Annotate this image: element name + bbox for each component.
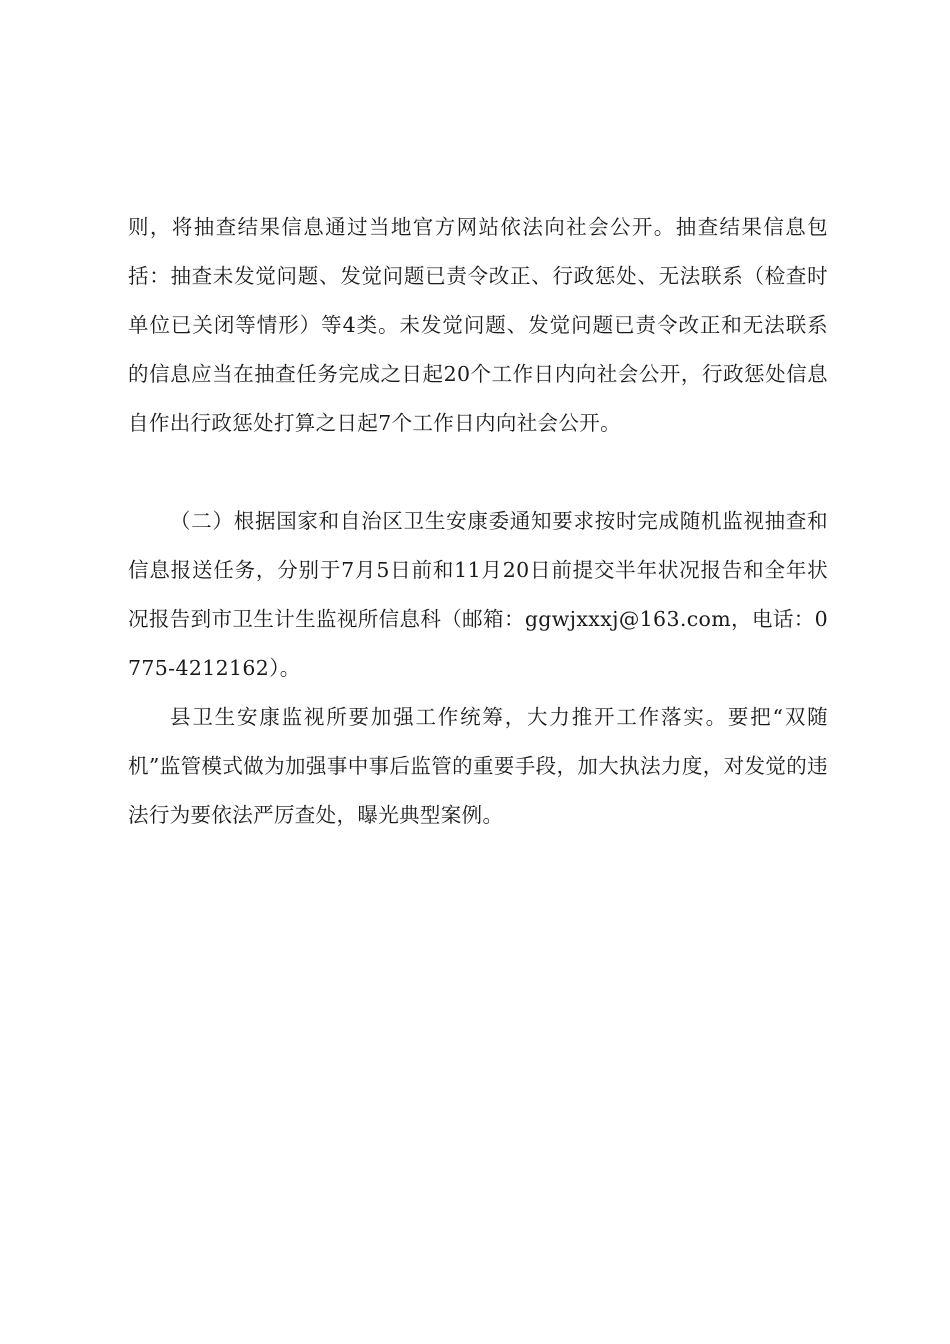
paragraph-reporting-tasks: （二）根据国家和自治区卫生安康委通知要求按时完成随机监视抽查和信息报送任务，分别于7月5日前和11月20日前提交半年状况报告和全年状况报告到市卫生计生监视所信息科（邮箱：ggwjxxxj@163.com，电话：0775-4212162）。 bbox=[128, 508, 828, 680]
paragraph-county-requirements: 县卫生安康监视所要加强工作统筹，大力推开工作落实。要把“双随机”监管模式做为加强事中事后监管的重要手段，加大执法力度，对发觉的违法行为要依法严厉查处，曝光典型案例。 bbox=[128, 704, 828, 827]
paragraph-disclosure-rules: 则，将抽查结果信息通过当地官方网站依法向社会公开。抽查结果信息包括：抽查未发觉问题、发觉问题已责令改正、行政惩处、无法联系（检查时单位已关闭等情形）等4类。未发觉问题、发觉问题已责令改正和无法联系的信息应当在抽查任务完成之日起20个工作日内向社会公开，行政惩处信息自作出行政惩处打算之日起7个工作日内向社会公开。 bbox=[128, 214, 828, 435]
